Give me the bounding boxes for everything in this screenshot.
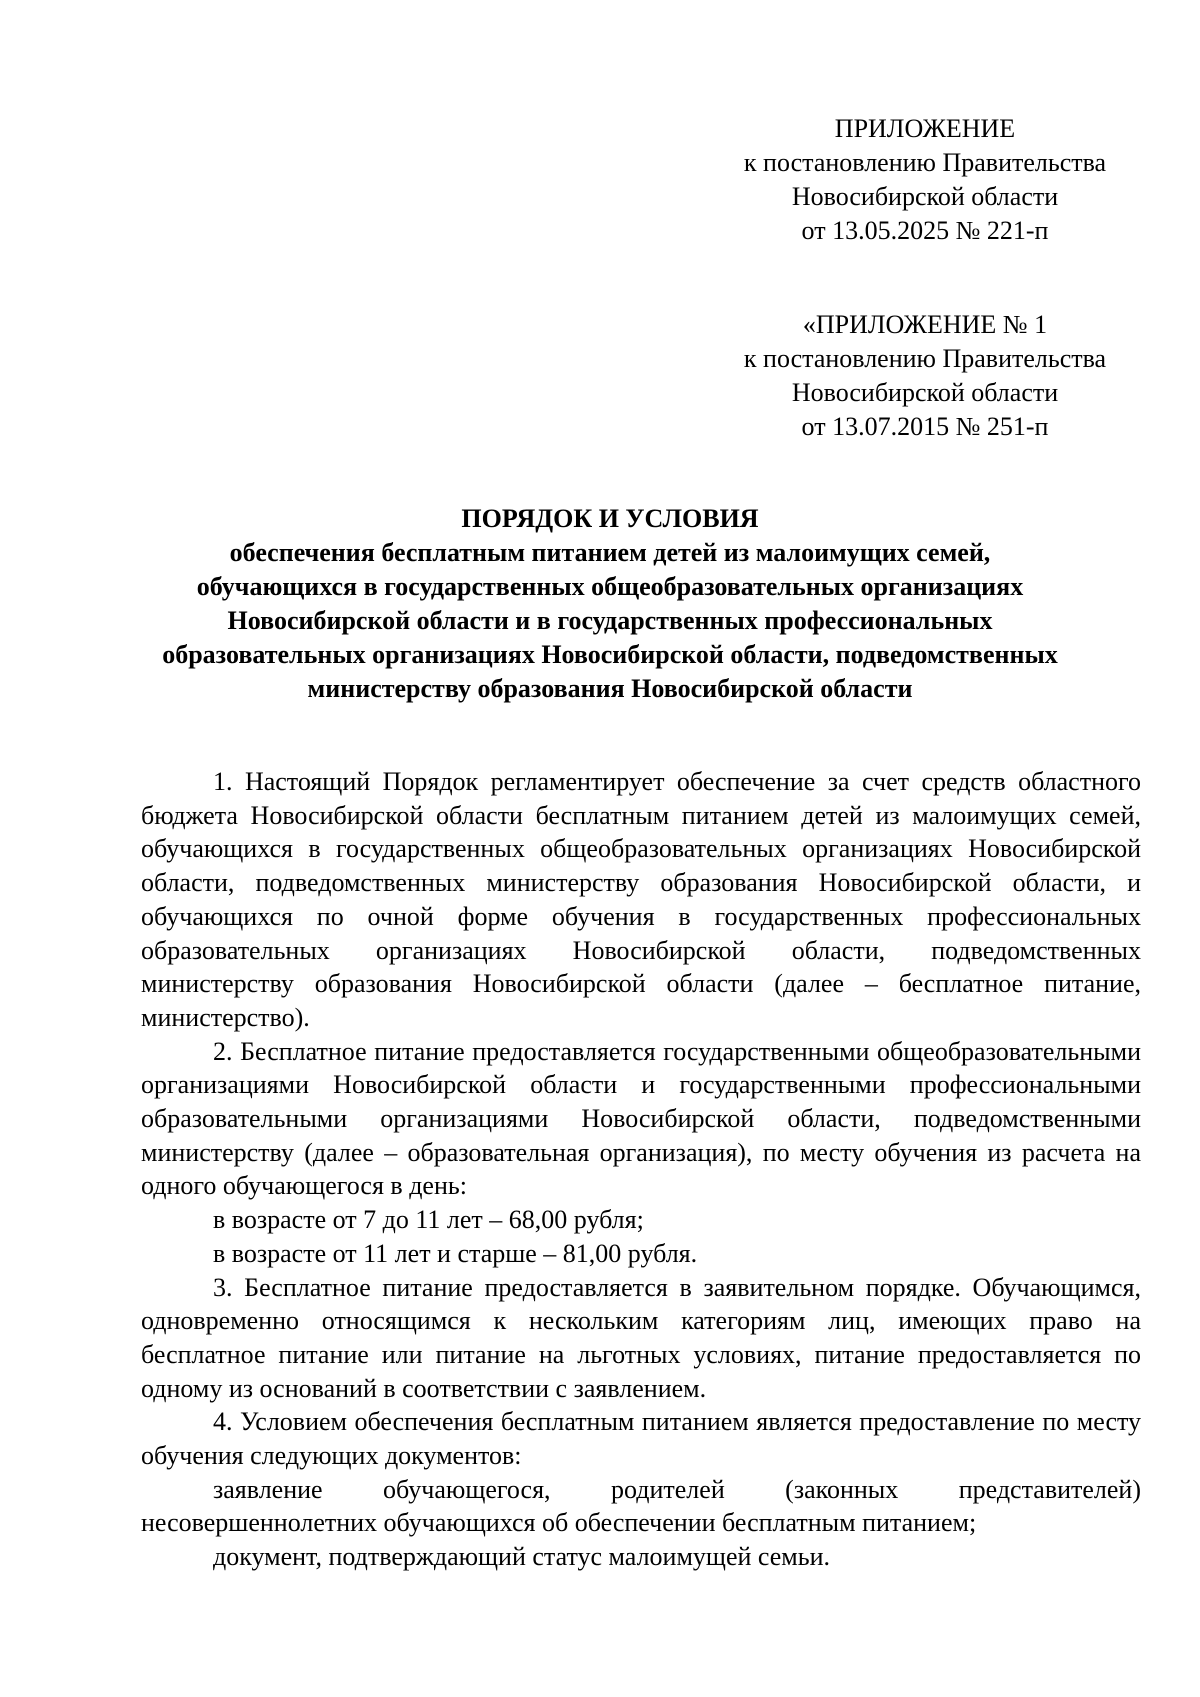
paragraph-2: 2. Бесплатное питание предоставляется государственными общеобразовательными организациями Новосибирской области и государственными профессиональными образовательными организациями Новосибирской области, подведомственными министерству (далее – образовательная организация), по месту обучения из расчета на одного обучающегося в день: — [141, 1036, 1141, 1201]
original-appendix-stamp — [740, 308, 1110, 444]
approval-stamp-date: от 13.05.2025 № 221-п — [801, 216, 1049, 245]
original-stamp-line: Новосибирской области — [791, 378, 1059, 407]
paragraph-3: 3. Бесплатное питание предоставляется в заявительном порядке. Обучающимся, одновременно относящимся к нескольким категориям лиц, имеющих право на бесплатное питание или питание на льготных условиях, питание предоставляется по одному из оснований в соответствии с заявлением. — [141, 1272, 1141, 1403]
document-subtitle-line: Новосибирской области и в государственных профессиональных — [227, 606, 993, 635]
document-subtitle-line: образовательных организациях Новосибирской области, подведомственных — [162, 640, 1058, 669]
approval-stamp-title: ПРИЛОЖЕНИЕ — [834, 114, 1016, 143]
original-stamp-date: от 13.07.2015 № 251-п — [801, 412, 1049, 441]
list-item-application: заявление обучающегося, родителей (законных представителей) несовершеннолетних обучающихся об обеспечении бесплатным питанием; — [141, 1474, 1141, 1538]
approval-stamp-line: Новосибирской области — [791, 182, 1059, 211]
list-item-status-document: документ, подтверждающий статус малоимущей семьи. — [213, 1542, 831, 1572]
document-subtitle-line: обучающихся в государственных общеобразовательных организациях — [196, 572, 1024, 601]
document-subtitle-line: министерству образования Новосибирской области — [307, 674, 913, 703]
list-item-age-11-plus: в возрасте от 11 лет и старше – 81,00 рубля. — [213, 1238, 698, 1268]
paragraph-4: 4. Условием обеспечения бесплатным питанием является предоставление по месту обучения следующих документов: — [141, 1407, 1141, 1471]
approval-stamp — [740, 112, 1110, 248]
document-heading — [140, 502, 1080, 706]
document-body — [141, 765, 1141, 1574]
list-item-age-7-11: в возрасте от 7 до 11 лет – 68,00 рубля; — [213, 1205, 644, 1235]
original-stamp-title: «ПРИЛОЖЕНИЕ № 1 — [802, 310, 1048, 339]
document-title: ПОРЯДОК И УСЛОВИЯ — [461, 504, 759, 533]
paragraph-1: 1. Настоящий Порядок регламентирует обеспечение за счет средств областного бюджета Новосибирской области бесплатным питанием детей из малоимущих семей, обучающихся в государственных общеобразовательных организациях Новосибирской области, подведомственных министерству образования Новосибирской области, и обучающихся по очной форме обучения в государственных профессиональных образовательных организациях Новосибирской области, подведомственных министерству образования Новосибирской области (далее – бесплатное питание, министерство). — [141, 767, 1141, 1032]
original-stamp-line: к постановлению Правительства — [743, 344, 1107, 373]
approval-stamp-line: к постановлению Правительства — [743, 148, 1107, 177]
document-subtitle-line: обеспечения бесплатным питанием детей из малоимущих семей, — [229, 538, 991, 567]
